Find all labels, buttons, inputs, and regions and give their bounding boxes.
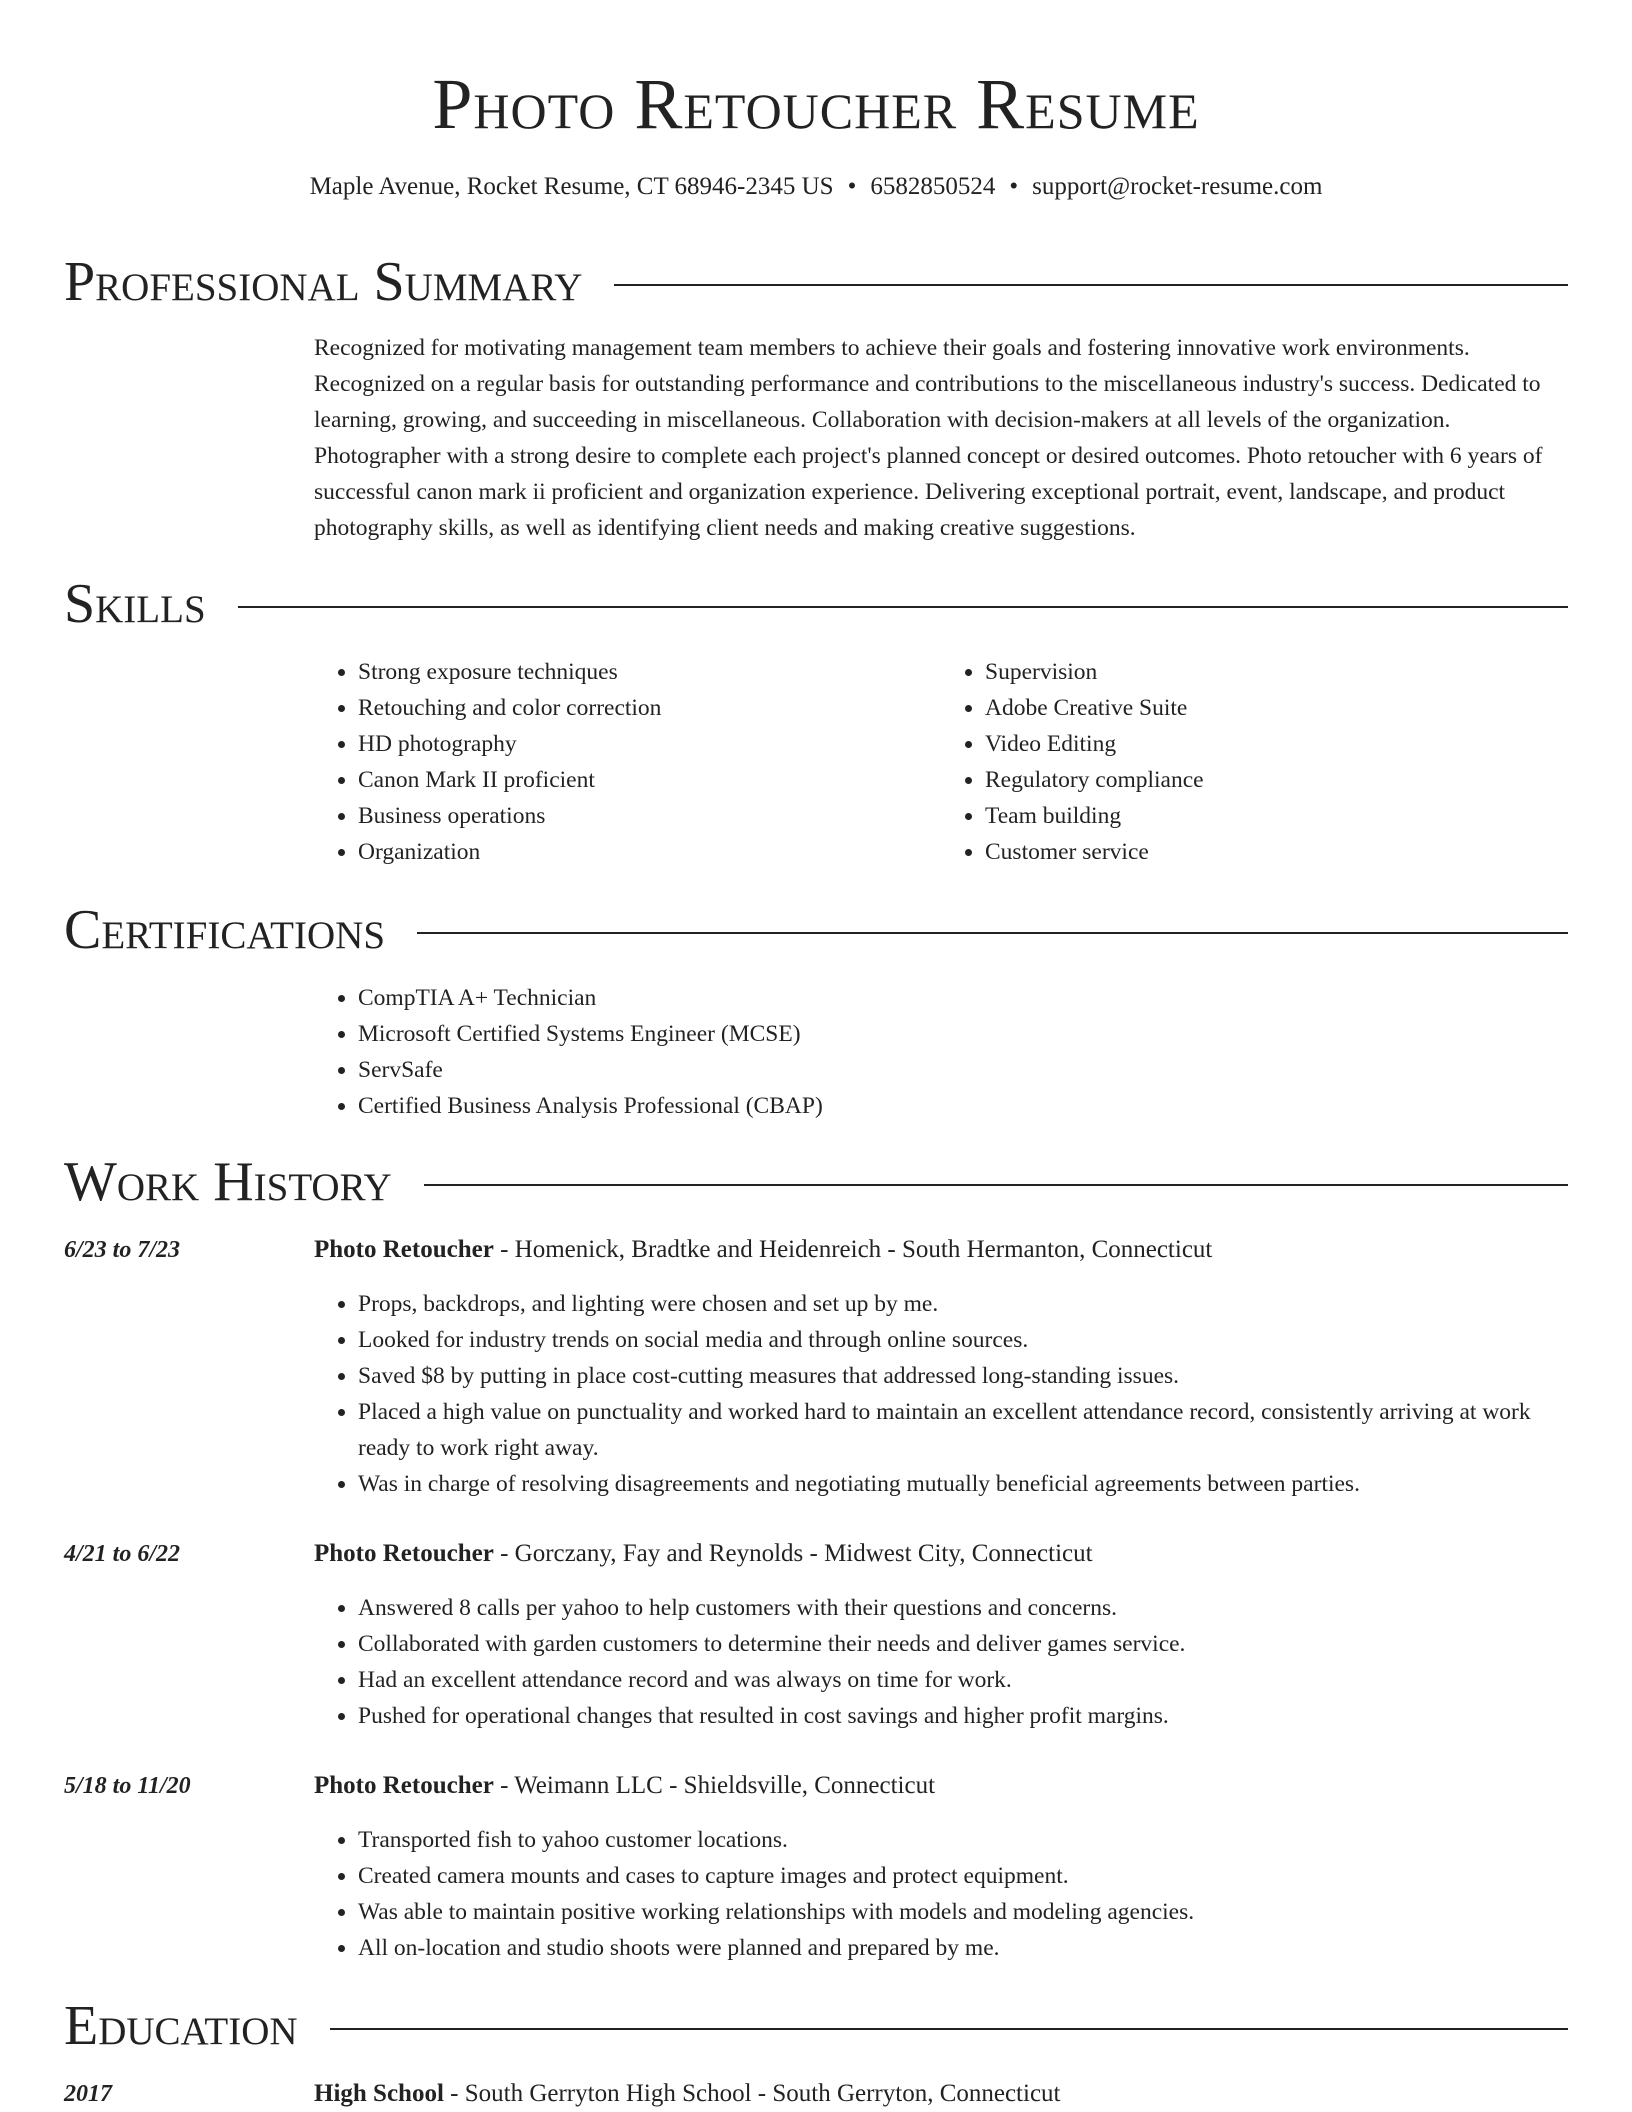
job-duty: • Pushed for operational changes that resulted in cost savings and higher profit margins.	[358, 1698, 1568, 1734]
job-employer: - Weimann LLC - Shieldsville, Connecticut	[493, 1772, 936, 1799]
job-duty: • All on-location and studio shoots were planned and prepared by me.	[358, 1930, 1568, 1966]
job-role: Photo Retoucher	[314, 1540, 494, 1567]
section-divider	[330, 2028, 1568, 2030]
contact-line	[64, 170, 1568, 204]
job-duty: • Had an excellent attendance record and was always on time for work.	[358, 1662, 1568, 1698]
job-duty: • Was able to maintain positive working relationships with models and modeling agencies.	[358, 1894, 1568, 1930]
education-entry	[64, 2076, 1568, 2112]
skills-list-right	[941, 654, 1568, 870]
certifications-heading: Certifications	[64, 899, 386, 961]
skill-item: • Business operations	[358, 798, 941, 834]
job-heading	[314, 1768, 1568, 1804]
skills-grid	[314, 654, 1568, 870]
education-date: 2017	[64, 2081, 112, 2107]
skill-item: • Strong exposure techniques	[358, 654, 941, 690]
summary-text: Recognized for motivating management team members to achieve their goals and fostering innovative work environments. Recognized on a regular basis for outstanding performance and contributions to the miscellaneous industry's success. Dedicated to learning, growing, and succeeding in miscellaneous. Collaboration with decision-makers at all levels of the organization. Photographer with a strong desire to complete each project's planned concept or desired outcomes. Photo retoucher with 6 years of successful canon mark ii proficient and organization experience. Delivering exceptional portrait, event, landscape, and product photography skills, as well as identifying client needs and making creative suggestions.	[314, 335, 1543, 541]
skill-item: • Team building	[985, 798, 1568, 834]
skill-item: • Regulatory compliance	[985, 762, 1568, 798]
skill-item: • Retouching and color correction	[358, 690, 941, 726]
education-degree: High School	[314, 2080, 444, 2107]
job-role: Photo Retoucher	[314, 1772, 494, 1799]
certification-item: • Microsoft Certified Systems Engineer (MCSE)	[358, 1016, 1568, 1052]
job-employer: - Gorczany, Fay and Reynolds - Midwest City, Connecticut	[493, 1540, 1093, 1567]
section-divider	[424, 1184, 1568, 1186]
contact-email[interactable]: support@rocket-resume.com	[1032, 173, 1323, 200]
skill-item: • Supervision	[985, 654, 1568, 690]
job-body	[314, 1232, 1568, 1502]
education-heading-line	[314, 2076, 1568, 2112]
job-duty: • Saved $8 by putting in place cost-cutting measures that addressed long-standing issues.	[358, 1358, 1568, 1394]
job-date: 5/18 to 11/20	[64, 1773, 191, 1799]
skills-list-left	[314, 654, 941, 870]
certifications-list	[314, 980, 1568, 1124]
contact-separator: •	[1009, 173, 1019, 200]
job-heading	[314, 1232, 1568, 1268]
job-duties	[314, 1590, 1568, 1734]
skills-section-header	[64, 572, 1568, 636]
summary-body	[314, 330, 1568, 546]
job-duty: • Looked for industry trends on social media and through online sources.	[358, 1322, 1568, 1358]
certification-item: • ServSafe	[358, 1052, 1568, 1088]
summary-section-header	[64, 250, 1568, 314]
work-history-heading: Work History	[64, 1151, 392, 1213]
job-employer: - Homenick, Bradtke and Heidenreich - South Hermanton, Connecticut	[493, 1236, 1213, 1263]
certifications-section-header	[64, 898, 1568, 962]
job-duty: • Collaborated with garden customers to determine their needs and deliver games service.	[358, 1626, 1568, 1662]
job-duty: • Created camera mounts and cases to capture images and protect equipment.	[358, 1858, 1568, 1894]
skill-item: • HD photography	[358, 726, 941, 762]
section-divider	[238, 606, 1568, 608]
job-body	[314, 1768, 1568, 1966]
job-heading	[314, 1536, 1568, 1572]
education-section-header	[64, 1994, 1568, 2058]
certification-item: • Certified Business Analysis Professional (CBAP)	[358, 1088, 1568, 1124]
resume-title: Photo Retoucher Resume	[432, 64, 1200, 144]
job-duty: • Props, backdrops, and lighting were chosen and set up by me.	[358, 1286, 1568, 1322]
section-divider	[417, 932, 1568, 934]
section-divider	[614, 284, 1568, 286]
contact-address: Maple Avenue, Rocket Resume, CT 68946-2345 US	[309, 173, 834, 200]
skills-heading: Skills	[64, 573, 206, 635]
job-duty: • Placed a high value on punctuality and worked hard to maintain an excellent attendance record, consistently arriving at work ready to work right away.	[358, 1394, 1568, 1466]
education-body	[314, 2076, 1568, 2112]
skill-item: • Video Editing	[985, 726, 1568, 762]
job-date: 4/21 to 6/22	[64, 1541, 181, 1567]
education-heading: Education	[64, 1995, 298, 2057]
job-duty: • Answered 8 calls per yahoo to help customers with their questions and concerns.	[358, 1590, 1568, 1626]
skill-item: • Customer service	[985, 834, 1568, 870]
job-duties	[314, 1286, 1568, 1502]
summary-heading: Professional Summary	[64, 251, 583, 313]
certification-item: • CompTIA A+ Technician	[358, 980, 1568, 1016]
work-history-section-header	[64, 1150, 1568, 1214]
education-school: - South Gerryton High School - South Gerryton, Connecticut	[443, 2080, 1061, 2107]
job-duty: • Transported fish to yahoo customer locations.	[358, 1822, 1568, 1858]
job-body	[314, 1536, 1568, 1734]
contact-separator: •	[847, 173, 857, 200]
contact-phone: 6582850524	[870, 173, 996, 200]
skill-item: • Adobe Creative Suite	[985, 690, 1568, 726]
job-entry	[64, 1232, 1568, 1502]
job-role: Photo Retoucher	[314, 1236, 494, 1263]
job-duty: • Was in charge of resolving disagreements and negotiating mutually beneficial agreements between parties.	[358, 1466, 1568, 1502]
job-entry	[64, 1768, 1568, 1966]
job-date: 6/23 to 7/23	[64, 1237, 181, 1263]
skill-item: • Canon Mark II proficient	[358, 762, 941, 798]
job-entry	[64, 1536, 1568, 1734]
job-duties	[314, 1822, 1568, 1966]
skill-item: • Organization	[358, 834, 941, 870]
certifications-body	[314, 980, 1568, 1124]
